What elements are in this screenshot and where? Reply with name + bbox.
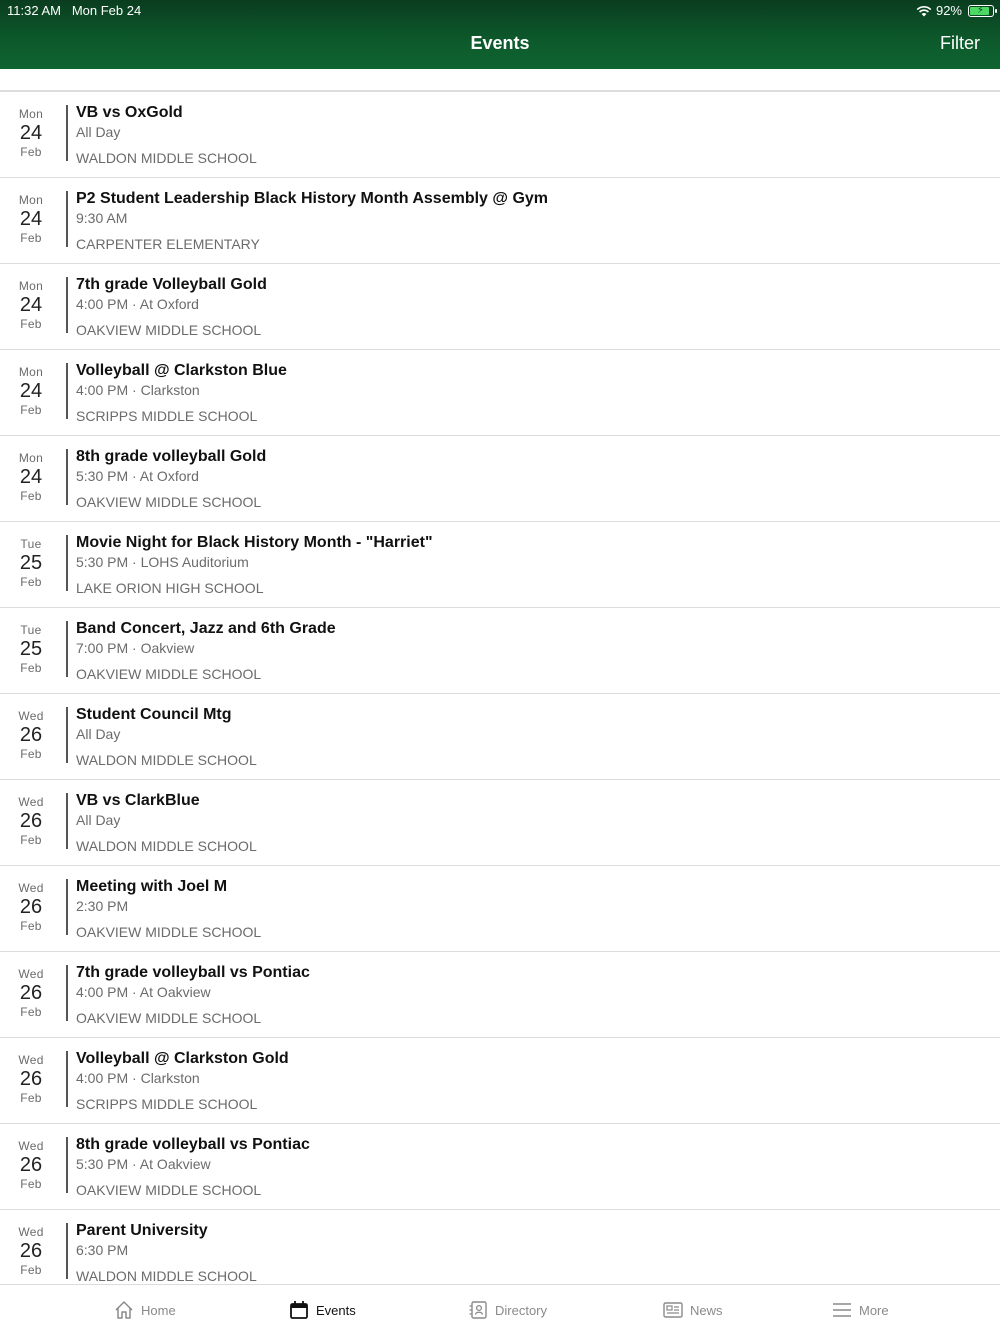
tab-directory[interactable]: [467, 1285, 547, 1335]
event-time: All Day: [76, 726, 121, 742]
page-title: Events: [470, 33, 530, 53]
event-weekday: Tue: [20, 537, 42, 551]
event-time: 2:30 PM: [76, 898, 129, 914]
event-divider: [66, 793, 68, 849]
event-school: OAKVIEW MIDDLE SCHOOL: [76, 1010, 262, 1026]
event-row[interactable]: [0, 349, 1000, 435]
event-title: Meeting with Joel M: [76, 878, 228, 895]
event-title: VB vs OxGold: [76, 104, 183, 121]
event-day: 26: [19, 982, 43, 1004]
event-divider: [66, 707, 68, 763]
event-row[interactable]: [0, 607, 1000, 693]
event-school: WALDON MIDDLE SCHOOL: [76, 838, 257, 854]
event-title: Movie Night for Black History Month - "Harriet": [76, 534, 433, 551]
event-month: Feb: [20, 403, 42, 417]
event-school: OAKVIEW MIDDLE SCHOOL: [76, 1182, 262, 1198]
tab-events[interactable]: [288, 1285, 356, 1335]
event-weekday: Mon: [18, 365, 44, 379]
event-title: Volleyball @ Clarkston Gold: [76, 1050, 289, 1067]
event-row[interactable]: [0, 693, 1000, 779]
event-weekday: Mon: [18, 193, 44, 207]
event-day: 26: [19, 810, 43, 832]
event-title: Student Council Mtg: [76, 706, 232, 723]
event-title: Band Concert, Jazz and 6th Grade: [76, 620, 336, 637]
event-day: 26: [19, 1154, 43, 1176]
event-month: Feb: [20, 747, 42, 761]
event-title: P2 Student Leadership Black History Month Assembly @ Gym: [76, 190, 549, 207]
event-divider: [66, 105, 68, 161]
event-row[interactable]: [0, 1123, 1000, 1209]
event-weekday: Wed: [18, 1053, 44, 1067]
event-title: 8th grade volleyball Gold: [76, 448, 267, 465]
event-weekday: Mon: [18, 279, 44, 293]
event-row[interactable]: [0, 779, 1000, 865]
event-month: Feb: [20, 1091, 42, 1105]
event-school: OAKVIEW MIDDLE SCHOOL: [76, 494, 262, 510]
event-divider: [66, 363, 68, 419]
filter-button[interactable]: Filter: [940, 33, 980, 53]
event-time: 9:30 AM: [76, 210, 128, 226]
event-title: Parent University: [76, 1222, 208, 1239]
event-weekday: Tue: [20, 623, 42, 637]
tab-label: Directory: [495, 1302, 548, 1318]
event-time: 5:30 PM · LOHS Auditorium: [76, 554, 249, 570]
tab-label: Home: [141, 1302, 176, 1318]
battery-percent: 92%: [935, 3, 962, 18]
event-divider: [66, 277, 68, 333]
event-time: 5:30 PM · At Oakview: [76, 1156, 211, 1172]
event-month: Feb: [20, 317, 42, 331]
tab-label: More: [859, 1302, 889, 1318]
event-day: 26: [19, 896, 43, 918]
wifi-icon: [916, 5, 932, 17]
battery-icon: [968, 5, 994, 17]
event-school: OAKVIEW MIDDLE SCHOOL: [76, 322, 262, 338]
event-month: Feb: [20, 575, 42, 589]
event-divider: [66, 879, 68, 935]
event-weekday: Wed: [18, 1139, 44, 1153]
events-list[interactable]: [0, 69, 1000, 1284]
event-row[interactable]: [0, 521, 1000, 607]
event-time: 7:00 PM · Oakview: [76, 640, 195, 656]
event-month: Feb: [20, 833, 42, 847]
event-divider: [66, 965, 68, 1021]
tab-news[interactable]: [662, 1285, 723, 1335]
event-school: OAKVIEW MIDDLE SCHOOL: [76, 666, 262, 682]
event-row[interactable]: [0, 177, 1000, 263]
event-time: 4:00 PM · Clarkston: [76, 382, 200, 398]
event-day: 24: [19, 380, 43, 402]
event-title: Volleyball @ Clarkston Blue: [76, 362, 287, 379]
event-month: Feb: [20, 1263, 42, 1277]
event-row[interactable]: [0, 1209, 1000, 1295]
event-month: Feb: [20, 919, 42, 933]
event-month: Feb: [20, 231, 42, 245]
event-divider: [66, 1137, 68, 1193]
event-title: 7th grade volleyball vs Pontiac: [76, 964, 310, 981]
event-time: 4:00 PM · At Oxford: [76, 296, 199, 312]
directory-icon: [467, 1299, 489, 1321]
event-weekday: Wed: [18, 1225, 44, 1239]
event-school: CARPENTER ELEMENTARY: [76, 236, 260, 252]
menu-icon: [831, 1299, 853, 1321]
event-title: VB vs ClarkBlue: [76, 792, 200, 809]
event-school: WALDON MIDDLE SCHOOL: [76, 1268, 257, 1284]
home-icon: [113, 1299, 135, 1321]
tab-more[interactable]: [831, 1285, 889, 1335]
event-divider: [66, 449, 68, 505]
event-month: Feb: [20, 489, 42, 503]
event-day: 24: [19, 294, 43, 316]
event-divider: [66, 191, 68, 247]
clock-time: 11:32 AM: [7, 3, 61, 18]
event-time: 4:00 PM · At Oakview: [76, 984, 211, 1000]
event-weekday: Mon: [18, 107, 44, 121]
event-school: OAKVIEW MIDDLE SCHOOL: [76, 924, 262, 940]
event-row[interactable]: [0, 951, 1000, 1037]
event-weekday: Wed: [18, 795, 44, 809]
status-bar-right: [916, 3, 994, 18]
event-divider: [66, 1223, 68, 1279]
event-row[interactable]: [0, 865, 1000, 951]
event-row[interactable]: [0, 263, 1000, 349]
event-day: 25: [19, 552, 43, 574]
tab-label: News: [690, 1302, 723, 1318]
clock-date: Mon Feb 24: [71, 3, 142, 18]
event-day: 26: [19, 1068, 43, 1090]
header-bar: [0, 0, 1000, 69]
event-day: 24: [19, 122, 43, 144]
event-day: 24: [19, 208, 43, 230]
tab-home[interactable]: [113, 1285, 176, 1335]
event-weekday: Wed: [18, 881, 44, 895]
event-day: 25: [19, 638, 43, 660]
event-school: WALDON MIDDLE SCHOOL: [76, 150, 257, 166]
event-time: 4:00 PM · Clarkston: [76, 1070, 200, 1086]
event-row[interactable]: [0, 1037, 1000, 1123]
event-school: SCRIPPS MIDDLE SCHOOL: [76, 408, 258, 424]
event-school: WALDON MIDDLE SCHOOL: [76, 752, 257, 768]
event-day: 26: [19, 724, 43, 746]
event-weekday: Mon: [18, 451, 44, 465]
status-bar-time: [7, 3, 141, 18]
event-month: Feb: [20, 661, 42, 675]
event-weekday: Wed: [18, 967, 44, 981]
tab-label: Events: [316, 1302, 356, 1318]
event-row[interactable]: [0, 435, 1000, 521]
bottom-tab-bar: [0, 1284, 1000, 1335]
news-icon: [662, 1299, 684, 1321]
charging-icon: ⚡: [977, 4, 985, 16]
event-day: 24: [19, 466, 43, 488]
event-divider: [66, 535, 68, 591]
event-month: Feb: [20, 1005, 42, 1019]
event-weekday: Wed: [18, 709, 44, 723]
event-month: Feb: [20, 145, 42, 159]
event-time: All Day: [76, 124, 121, 140]
event-divider: [66, 621, 68, 677]
event-time: 6:30 PM: [76, 1242, 129, 1258]
event-time: 5:30 PM · At Oxford: [76, 468, 199, 484]
calendar-icon: [288, 1299, 310, 1321]
event-title: 7th grade Volleyball Gold: [76, 276, 267, 293]
event-school: SCRIPPS MIDDLE SCHOOL: [76, 1096, 258, 1112]
event-title: 8th grade volleyball vs Pontiac: [76, 1136, 310, 1153]
event-month: Feb: [20, 1177, 42, 1191]
event-time: All Day: [76, 812, 121, 828]
event-day: 26: [19, 1240, 43, 1262]
event-divider: [66, 1051, 68, 1107]
event-school: LAKE ORION HIGH SCHOOL: [76, 580, 264, 596]
event-row[interactable]: [0, 91, 1000, 177]
